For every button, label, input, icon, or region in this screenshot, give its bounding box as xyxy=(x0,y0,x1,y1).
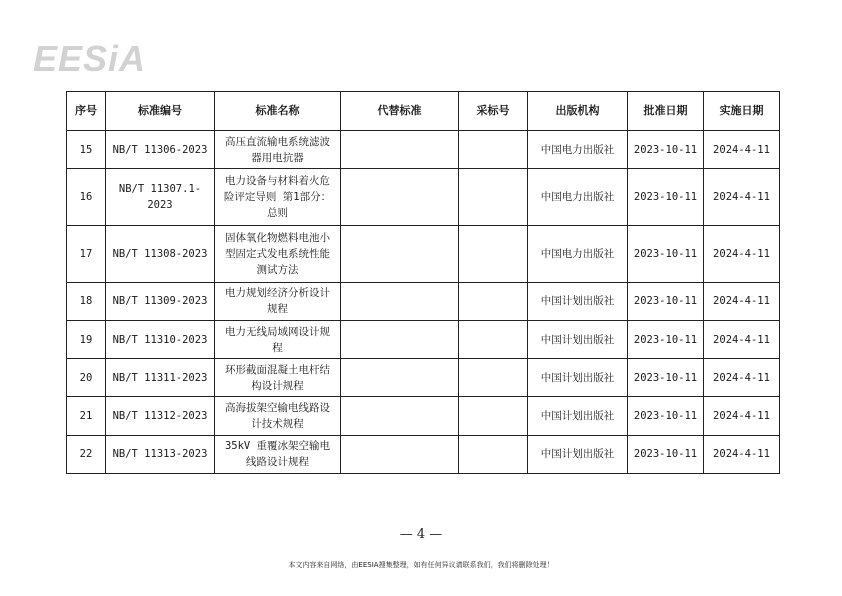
serial-no: 22 xyxy=(67,435,106,473)
header-implementation-date: 实施日期 xyxy=(704,92,780,131)
standard-code: NB/T 11313-2023 xyxy=(106,435,215,473)
table-row xyxy=(67,435,780,473)
standard-code: NB/T 11309-2023 xyxy=(106,282,215,320)
implementation-date: 2024-4-11 xyxy=(704,435,780,473)
publisher: 中国计划出版社 xyxy=(528,435,628,473)
adopted-no xyxy=(459,397,528,435)
standard-code: NB/T 11308-2023 xyxy=(106,226,215,283)
approval-date: 2023-10-11 xyxy=(628,359,704,397)
implementation-date: 2024-4-11 xyxy=(704,321,780,359)
table-row xyxy=(67,282,780,320)
standard-code: NB/T 11307.1-2023 xyxy=(106,169,215,226)
approval-date: 2023-10-11 xyxy=(628,397,704,435)
approval-date: 2023-10-11 xyxy=(628,226,704,283)
header-approval-date: 批准日期 xyxy=(628,92,704,131)
approval-date: 2023-10-11 xyxy=(628,131,704,169)
table-header-row xyxy=(67,92,780,131)
standard-code: NB/T 11311-2023 xyxy=(106,359,215,397)
serial-no: 19 xyxy=(67,321,106,359)
implementation-date: 2024-4-11 xyxy=(704,226,780,283)
standard-code: NB/T 11312-2023 xyxy=(106,397,215,435)
replaced-standard xyxy=(341,321,459,359)
adopted-no xyxy=(459,169,528,226)
replaced-standard xyxy=(341,282,459,320)
replaced-standard xyxy=(341,435,459,473)
header-adopted-no: 采标号 xyxy=(459,92,528,131)
replaced-standard xyxy=(341,169,459,226)
implementation-date: 2024-4-11 xyxy=(704,397,780,435)
replaced-standard xyxy=(341,226,459,283)
adopted-no xyxy=(459,131,528,169)
adopted-no xyxy=(459,321,528,359)
implementation-date: 2024-4-11 xyxy=(704,282,780,320)
replaced-standard xyxy=(341,359,459,397)
standards-table xyxy=(66,91,780,474)
header-serial-no: 序号 xyxy=(67,92,106,131)
table-row xyxy=(67,321,780,359)
publisher: 中国计划出版社 xyxy=(528,321,628,359)
adopted-no xyxy=(459,282,528,320)
header-standard-code: 标准编号 xyxy=(106,92,215,131)
header-replaced-standard: 代替标准 xyxy=(341,92,459,131)
serial-no: 15 xyxy=(67,131,106,169)
header-standard-name: 标准名称 xyxy=(215,92,341,131)
serial-no: 18 xyxy=(67,282,106,320)
table-row xyxy=(67,397,780,435)
adopted-no xyxy=(459,359,528,397)
standard-name: 高压直流输电系统滤波器用电抗器 xyxy=(215,131,341,169)
standard-name: 电力规划经济分析设计规程 xyxy=(215,282,341,320)
replaced-standard xyxy=(341,131,459,169)
footer-disclaimer: 本文内容来自网络，由EESIA搜集整理，如有任何异议请联系我们，我们将删除处理！ xyxy=(288,561,554,569)
standard-name: 电力无线局域网设计规程 xyxy=(215,321,341,359)
approval-date: 2023-10-11 xyxy=(628,169,704,226)
standard-name: 环形截面混凝土电杆结构设计规程 xyxy=(215,359,341,397)
page-number: — 4 — xyxy=(399,527,443,542)
implementation-date: 2024-4-11 xyxy=(704,169,780,226)
publisher: 中国计划出版社 xyxy=(528,397,628,435)
adopted-no xyxy=(459,226,528,283)
standard-name: 电力设备与材料着火危险评定导则 第1部分：总则 xyxy=(215,169,341,226)
publisher: 中国电力出版社 xyxy=(528,131,628,169)
serial-no: 17 xyxy=(67,226,106,283)
approval-date: 2023-10-11 xyxy=(628,435,704,473)
replaced-standard xyxy=(341,397,459,435)
standard-name: 固体氧化物燃料电池小型固定式发电系统性能测试方法 xyxy=(215,226,341,283)
implementation-date: 2024-4-11 xyxy=(704,131,780,169)
publisher: 中国电力出版社 xyxy=(528,169,628,226)
table-row xyxy=(67,226,780,283)
serial-no: 16 xyxy=(67,169,106,226)
standard-name: 高海拔架空输电线路设计技术规程 xyxy=(215,397,341,435)
table-row xyxy=(67,131,780,169)
publisher: 中国电力出版社 xyxy=(528,226,628,283)
eesia-logo: EESiA xyxy=(33,38,147,79)
standard-name: 35kV 重覆冰架空输电线路设计规程 xyxy=(215,435,341,473)
serial-no: 21 xyxy=(67,397,106,435)
adopted-no xyxy=(459,435,528,473)
standard-code: NB/T 11310-2023 xyxy=(106,321,215,359)
table-row xyxy=(67,359,780,397)
publisher: 中国计划出版社 xyxy=(528,359,628,397)
header-publisher: 出版机构 xyxy=(528,92,628,131)
standard-code: NB/T 11306-2023 xyxy=(106,131,215,169)
serial-no: 20 xyxy=(67,359,106,397)
table-row xyxy=(67,169,780,226)
implementation-date: 2024-4-11 xyxy=(704,359,780,397)
approval-date: 2023-10-11 xyxy=(628,282,704,320)
approval-date: 2023-10-11 xyxy=(628,321,704,359)
publisher: 中国计划出版社 xyxy=(528,282,628,320)
